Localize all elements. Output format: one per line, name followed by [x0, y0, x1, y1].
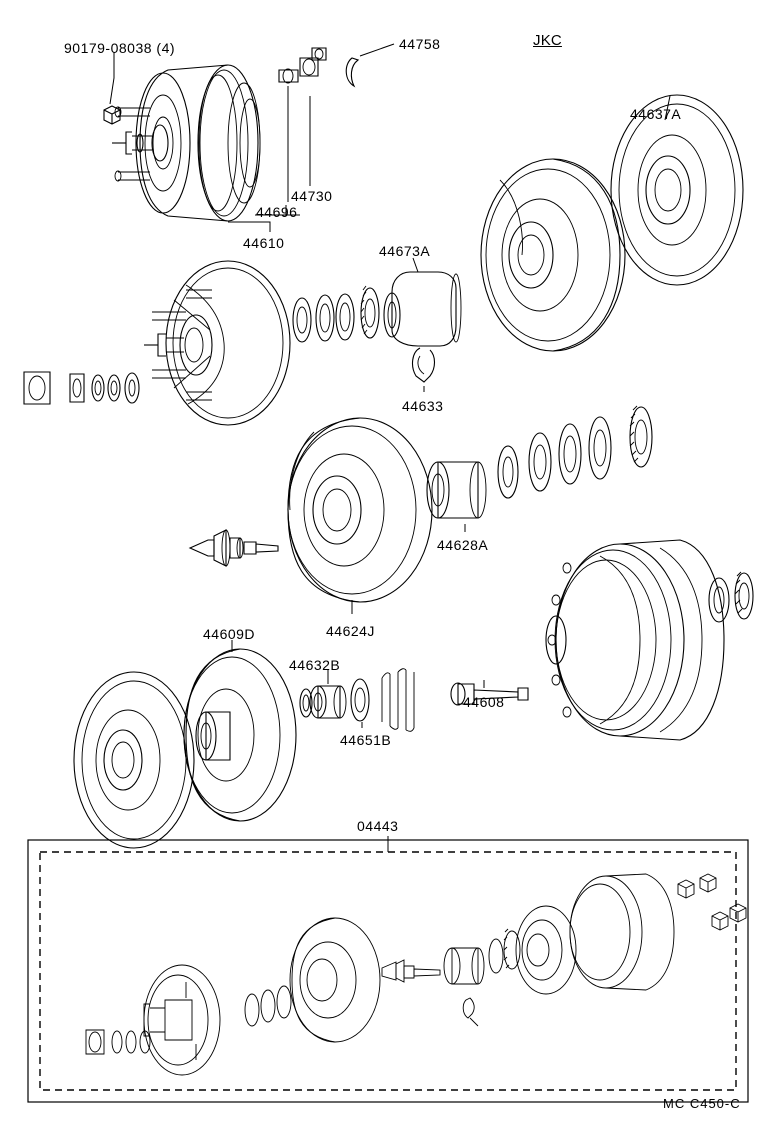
- part-label-44696: 44696: [256, 204, 298, 220]
- booster-housing-right: [546, 540, 724, 740]
- part-label-44608: 44608: [463, 694, 505, 710]
- small-ring-and-gear-right: [709, 572, 753, 622]
- part-label-44628a: 44628A: [437, 537, 489, 553]
- part-label-44758: 44758: [399, 36, 441, 52]
- part-label-44610: 44610: [243, 235, 285, 251]
- inset-contents: [86, 874, 746, 1075]
- part-label-90179-08038: 90179-08038 (4): [64, 40, 176, 56]
- push-rod-left: [190, 530, 278, 566]
- part-label-44637a: 44637A: [630, 106, 682, 122]
- part-label-44633: 44633: [402, 398, 444, 414]
- booster-rear-shell: [144, 261, 290, 425]
- part-label-44632b: 44632B: [289, 657, 341, 673]
- valve-body-44673a: [384, 258, 461, 346]
- diaphragm-plate-right-rear: [611, 95, 743, 285]
- cylinder-44628a: [427, 462, 486, 532]
- seal-stack-right: [498, 406, 652, 498]
- part-label-44673a: 44673A: [379, 243, 431, 259]
- plate-44609d-rear: [74, 672, 194, 848]
- part-label-44624j: 44624J: [326, 623, 375, 639]
- booster-assembly-top: [104, 44, 394, 232]
- part-label-44730: 44730: [291, 188, 333, 204]
- diagram-title: JKC: [533, 32, 562, 49]
- plate-44609d-front: [184, 640, 296, 821]
- diaphragm-plate-right-front: [481, 159, 625, 351]
- booster-dome-44624j: [288, 418, 432, 614]
- inset-kit-label: 04443: [357, 818, 399, 834]
- clip-44633: [413, 348, 435, 392]
- part-label-44609d: 44609D: [203, 626, 256, 642]
- seal-washer-stack-middle: [293, 286, 379, 342]
- small-bush-and-washers-left: [24, 372, 139, 404]
- inset-kit-box: [28, 836, 748, 1102]
- part-label-44651b: 44651B: [340, 732, 392, 748]
- diagram-footer-code: MC C450-C: [663, 1096, 741, 1111]
